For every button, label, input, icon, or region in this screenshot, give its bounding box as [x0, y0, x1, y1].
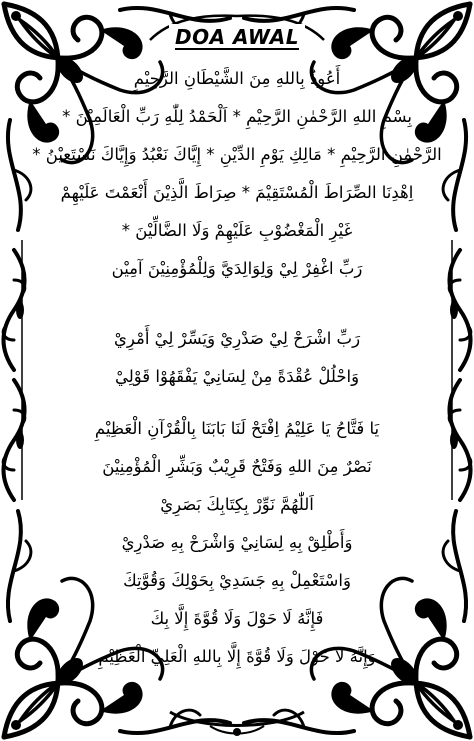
verse-line: اَللّٰهُمَّ نَوِّرْ بِكِتَابِكَ بَصَرِيْ: [160, 495, 314, 514]
verse-line: وَإِنَّهُ لَا حَوْلَ وَلَا قُوَّةَ إِلَّا بِاللهِ الْعَلِيِّ الْعَظِيْمِ: [98, 647, 376, 666]
verse-line: وَأَطْلِقْ بِهِ لِسَانِيْ وَاشْرَحْ بِهِ صَدْرِيْ: [121, 533, 353, 552]
verse-line: غَيْرِ الْمَغْضُوْبِ عَلَيْهِمْ وَلَا الضَّالِّيْنَ *: [121, 221, 353, 240]
verse-line: اِهْدِنَا الصِّرَاطَ الْمُسْتَقِيْمَ * صِرَاطَ الَّذِيْنَ أَنْعَمْتَ عَلَيْهِمْ: [60, 183, 414, 202]
title-banner: [161, 22, 313, 52]
verse-line: يَا فَتَّاحُ يَا عَلِيْمُ اِفْتَحْ لَنَا بَابَنَا بِالْقُرْآنِ الْعَظِيْمِ: [94, 419, 380, 438]
verse-line: نَصْرٌ مِنَ اللهِ وَفَتْحٌ قَرِيْبٌ وَبَشِّرِ الْمُؤْمِنِيْنَ: [102, 457, 372, 476]
verse-line: بِسْمِ اللهِ الرَّحْمٰنِ الرَّحِيْمِ * اَلْحَمْدُ لِلّٰهِ رَبِّ الْعَالَمِيْنَ *: [62, 107, 412, 126]
verse-line: وَاحْلُلْ عُقْدَةً مِنْ لِسَانِيْ يَفْقَهُوْا قَوْلِيْ: [114, 367, 360, 386]
verse-line: وَاسْتَعْمِلْ بِهِ جَسَدِيْ بِحَوْلِكَ وَقُوَّتِكَ: [123, 571, 351, 590]
verse-line: رَبِّ اغْفِرْ لِيْ وَلِوَالِدَيَّ وَلِلْمُؤْمِنِيْنَ آمِيْن: [111, 259, 363, 278]
verse-line: فَإِنَّهُ لَا حَوْلَ وَلَا قُوَّةَ إِلَّا بِكَ: [150, 609, 324, 628]
closing-verses: [60, 410, 414, 676]
middle-verses: [60, 320, 414, 396]
page-title: DOA AWAL: [169, 24, 305, 50]
opening-verses: [32, 60, 442, 288]
verse-line: أَعُوذُ بِاللهِ مِنَ الشَّيْطَانِ الرَّجِيْمِ: [133, 69, 341, 88]
verse-line: الرَّحْمٰنِ الرَّحِيْمِ * مَالِكِ يَوْمِ الدِّيْنِ * إِيَّاكَ نَعْبُدُ وَإِيَّاكَ نَسْتَعِيْنُ *: [32, 145, 442, 164]
verse-line: رَبِّ اشْرَحْ لِيْ صَدْرِيْ وَيَسِّرْ لِيْ أَمْرِيْ: [113, 329, 361, 348]
